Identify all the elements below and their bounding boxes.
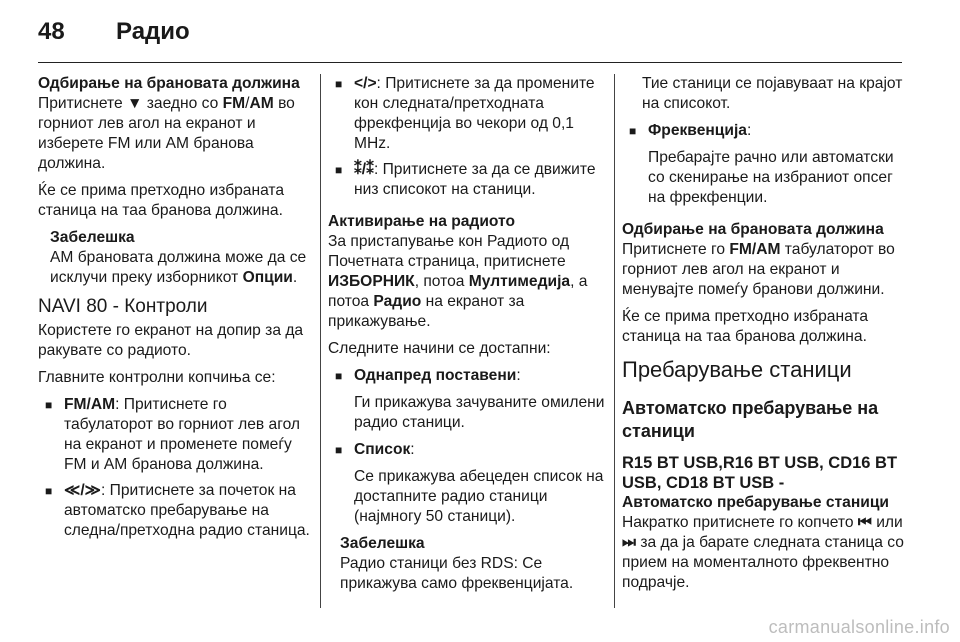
sub-heading: Автоматско пребарување станици	[622, 494, 890, 511]
list-item: ■ Список:	[335, 441, 415, 458]
list-item: ■ FM/AM: Притиснете го табулаторот во горниот лев агол на екранот и променете помеѓу FM и AM бранова должина.	[45, 396, 300, 473]
bullet: ■	[45, 398, 53, 412]
list-item: ■ ⁑/⁑: Притиснете за да се движите низ списокот на станици.	[335, 161, 596, 198]
column-1	[38, 74, 310, 548]
section-heading: NAVI 80 - Контроли	[38, 296, 208, 317]
column-2	[328, 74, 606, 601]
section-heading: Автоматско пребарување на станици	[622, 398, 879, 441]
paragraph: Пребарајте рачно или автоматски со скенирање на избраниот опсег на фрекфенции.	[648, 149, 894, 206]
column-divider	[320, 74, 321, 608]
list-item: ■ </>: Притиснете за да промените кон следната/претходната фрекфенција во чекори од 0,1 MHz.	[335, 75, 595, 152]
paragraph: Ги прикажува зачуваните омилени радио станици.	[354, 394, 605, 431]
bullet: ■	[335, 443, 343, 457]
page-header	[38, 18, 190, 46]
header-rule	[38, 62, 902, 63]
modes-list	[328, 440, 606, 460]
paragraph: Се прикажува абецеден список на достапните радио станици (најмногу 50 станици).	[354, 468, 604, 525]
page-number: 48	[38, 18, 65, 45]
list-item: ■ ≪/≫: Притиснете за почеток на автоматско пребарување на следна/претходна радио станица.	[45, 482, 310, 539]
note-title: Забелешка	[340, 535, 425, 552]
column-3	[622, 74, 908, 600]
bullet: ■	[629, 124, 637, 138]
scroll-icon: ⁑/⁑	[354, 161, 374, 178]
bullet: ■	[45, 484, 53, 498]
paragraph: Притиснете ▼ заедно со FM/AM во горниот лев агол на екранот и изберете FM или AM бранова должина.	[38, 95, 295, 172]
note-text: Радио станици без RDS: Се прикажува само фреквенцијата.	[340, 555, 574, 592]
page-title: Радио	[116, 18, 190, 45]
step-icon: </>	[354, 75, 377, 92]
paragraph: Накратко притиснете го копчето ⏮ или ⏭ за да ја барате следната станица со прием на моменталното фреквентно подрачје.	[622, 514, 904, 591]
note	[340, 534, 606, 594]
next-track-icon: ⏭	[622, 534, 637, 551]
seek-icon: ≪/≫	[64, 482, 101, 499]
paragraph: Главните контролни копчиња се:	[38, 369, 276, 386]
column-divider	[614, 74, 615, 608]
modes-list	[622, 121, 908, 141]
controls-list	[328, 74, 606, 200]
list-item: ■ Однапред поставени:	[335, 367, 521, 384]
modes-list	[328, 366, 606, 386]
bullet: ■	[335, 369, 343, 383]
paragraph: Следните начини се достапни:	[328, 340, 551, 357]
controls-list	[38, 395, 310, 541]
paragraph: Користете го екранот на допир за да ракувате со радиото.	[38, 322, 304, 359]
watermark: carmanualsonline.info	[768, 617, 950, 637]
note-text: AM брановата должина може да се исклучи преку изборникот Опции.	[50, 249, 307, 286]
note	[50, 228, 310, 288]
section-heading: Активирање на радиото	[328, 213, 515, 230]
previous-track-icon: ⏮	[857, 514, 872, 531]
note-title: Забелешка	[50, 229, 135, 246]
paragraph: Притиснете го FM/AM табулаторот во горниот лев агол на екранот и менувајте помеѓу бранови должини.	[622, 241, 895, 298]
down-arrow-icon: ▼	[126, 95, 143, 112]
paragraph: Ќе се прима претходно избраната станица на таа бранова должина.	[38, 182, 285, 219]
paragraph: За пристапување кон Радиото од Почетната страница, притиснете ИЗБОРНИК, потоа Мултимедија, а потоа Радио на екранот за прикажување.	[328, 233, 588, 330]
section-heading: Одбирање на брановата должина	[622, 221, 884, 238]
bullet: ■	[335, 163, 343, 177]
model-heading: R15 BT USB,R16 BT USB, CD16 BT USB, CD18 BT USB -	[622, 454, 898, 492]
bullet: ■	[335, 77, 343, 91]
paragraph: Тие станици се појавуваат на крајот на списокот.	[642, 75, 903, 112]
paragraph: Ќе се прима претходно избраната станица на таа бранова должина.	[622, 308, 869, 345]
list-item: ■ Фреквенција:	[629, 122, 752, 139]
section-heading: Одбирање на брановата должина	[38, 75, 300, 92]
section-heading: Пребарување станици	[622, 357, 852, 382]
